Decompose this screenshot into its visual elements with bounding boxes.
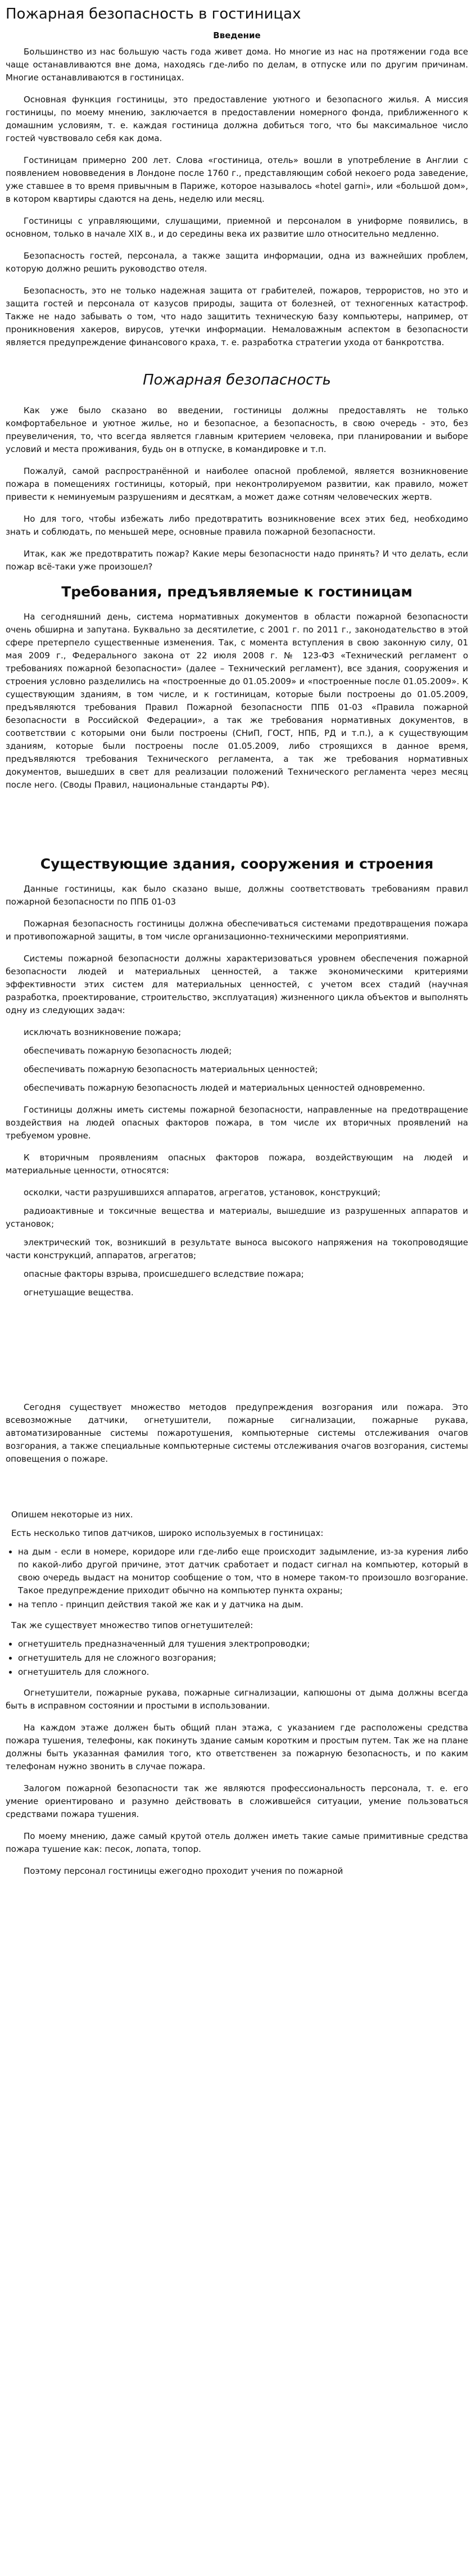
secondary-item: опасные факторы взрыва, происшедшего вследствие пожара; [24,1269,304,1279]
blank-space [6,1308,468,1401]
sensors-lead: Есть несколько типов датчиков, широко используемых в гостиницах: [11,1528,324,1538]
extinguishers-lead: Так же существует множество типов огнетушителей: [11,1620,253,1630]
paragraph: Залогом пожарной безопасности так же являются профессиональность персонала, т. е. его умение ориентировано и разумно действовать в сложившейся ситуации, умение пользоваться средствами пожара тушения. [6,1783,468,1819]
list-item: • на тепло - принцип действия такой же как и у датчика на дым. [18,1598,468,1611]
paragraph: Основная функция гостиницы, это предоставление уютного и безопасного жилья. А миссия гостиницы, по моему мнению, заключается в предоставлении номерного фонда, приближенного к домашним условиям, т. е. каждая гостиница должна добиться того, что бы максимальное число гостей чувствовало себя как дома. [6,94,468,143]
task-item: исключать возникновение пожара; [24,1027,182,1037]
section-heading-requirements: Требования, предъявляемые к гостиницам [61,584,412,600]
paragraph: Огнетушители, пожарные рукава, пожарные сигнализации, капюшоны от дыма должны всегда быть в исправном состоянии и простыми в использовании. [6,1688,468,1711]
sensors-intro: Опишем некоторые из них. [11,1510,133,1520]
paragraph: Гостиницам примерно 200 лет. Слова «гостиница, отель» вошли в употребление в Англии с появлением нововведения в Лондоне после 1760 г., представляющим собой некоего рода заведение, уже ставшее в то время привычным в Париже, которое называлось «hotel garni», или «большой дом», в котором квартиры сдаются на день, неделю или месяц. [6,155,468,204]
paragraph: Сегодня существует множество методов предупреждения возгорания или пожара. Это всевозможные датчики, огнетушители, пожарные сигнализации, пожарные рукава, автоматизированные системы пожаротушения, компьютерные системы отслеживания очагов возгорания, а также специальные компьютерные системы отслеживания очагов возгорания, системы оповещения о пожаре. [6,1402,468,1464]
task-item: обеспечивать пожарную безопасность людей и материальных ценностей одновременно. [24,1083,425,1093]
secondary-item: осколки, части разрушившихся аппаратов, агрегатов, установок, конструкций; [24,1187,381,1197]
section-heading-existing-buildings: Существующие здания, сооружения и строения [40,856,434,872]
page-title: Пожарная безопасность в гостиницах [6,6,301,22]
paragraph: Но для того, чтобы избежать либо предотвратить возникновение всех этих бед, необходимо знать и соблюдать, по меньшей мере, основные правила пожарной безопасности. [6,514,468,537]
blank-space [6,1475,468,1508]
paragraph: К вторичным проявлениям опасных факторов пожара, воздействующим на людей и материальные ценности, относятся: [6,1153,468,1176]
paragraph: По моему мнению, даже самый крутой отель должен иметь такие самые примитивные средства пожара тушение как: песок, лопата, топор. [6,1831,468,1854]
paragraph: Данные гостиницы, как было сказано выше, должны соответствовать требованиям правил пожарной безопасности по ППБ 01-03 [6,884,468,907]
list-item: • огнетушитель предназначенный для тушения электропроводки; [18,1638,468,1651]
paragraph: Как уже было сказано во введении, гостиницы должны предоставлять не только комфортабельное и уютное жилье, но и безопасное, а безопасность, в свою очередь - это, без преувеличения, то, что всегда является главным критерием человека, при планировании и выборе условий и места проживания, будь он в отпуске, в командировке и т.п. [6,405,468,454]
paragraph: Поэтому персонал гостиницы ежегодно проходит учения по пожарной [24,1866,343,1876]
paragraph: Пожалуй, самой распространённой и наиболее опасной проблемой, является возникновение пожара в помещениях гостиницы, который, при неконтролируемом развитии, как правило, может привести к неминуемым разрушениям и десяткам, а может даже сотням человеческих жертв. [6,466,468,502]
task-item: обеспечивать пожарную безопасность материальных ценностей; [24,1064,318,1074]
blank-space [6,801,468,846]
paragraph: Пожарная безопасность гостиницы должна обеспечиваться системами предотвращения пожара и противопожарной защиты, в том числе организационно-техническими мероприятиями. [6,919,468,942]
paragraph: На каждом этаже должен быть общий план этажа, с указанием где расположены средства пожара тушения, телефоны, как покинуть здание самым коротким и простым путем. Так же на плане должны быть указанная фамилия того, кто ответственен за пожарную безопасность, и по каким телефонам нужно звонить в случае пожара. [6,1723,468,1771]
paragraph: Гостиницы с управляющими, слушащими, приемной и персоналом в униформе появились, в основном, только в начале XIX в., и до середины века их развитие шло относительно медленно. [6,216,468,239]
paragraph: На сегодняшний день, система нормативных документов в области пожарной безопасности очень обширна и запутана. Буквально за десятилетие, с 2001 г. по 2011 г., законодательство в этой сфере претерпело существенные изменения. Так, с момента вступления в свою законную силу, 01 мая 2009 г., Федерального закона от 22 июля 2008 г. № 123-ФЗ «Технический регламент о требованиях пожарной безопасности» (далее – Технический регламент), все здания, сооружения и строения условно разделились на «построенные до 01.05.2009» и «построенные после 01.05.2009». К существующим зданиям, в том числе, и к гостиницам, которые были построены до 01.05.2009, предъявляются требования Правил Пожарной безопасности ППБ 01-03 «Правила пожарной безопасности в Российской Федерации», а так же требования нормативных документов, в соответствии с которыми они были построены (СНиП, ГОСТ, НПБ, РД и т.п.), а к существующим зданиям, которые были построены после 01.05.2009, либо строящихся в данное время, предъявляются требования Технического регламента, а так же требования нормативных документов, вышедших в свет для реализации положений Технического регламента через месяц после него. (Своды Правил, национальные стандарты РФ). [6,612,468,790]
paragraph: Гостиницы должны иметь системы пожарной безопасности, направленные на предотвращение воздействия на людей опасных факторов пожара, в том числе их вторичных проявлений на требуемом уровне. [6,1105,468,1141]
paragraph: Системы пожарной безопасности должны характеризоваться уровнем обеспечения пожарной безопасности людей и материальных ценностей, а также экономическими критериями эффективности этих систем для материальных ценностей, с учетом всех стадий (научная разработка, проектирование, строительство, эксплуатация) жизненного цикла объектов и выполнять одну из следующих задач: [6,953,468,1015]
secondary-item: огнетушащие вещества. [24,1287,134,1298]
secondary-item: электрический ток, возникший в результате выноса высокого напряжения на токопроводящие части конструкций, аппаратов, агрегатов; [6,1237,468,1260]
list-item: • огнетушитель для сложного. [18,1666,468,1679]
extinguisher-list [6,1638,468,1679]
section-heading-fire-safety: Пожарная безопасность [143,372,331,388]
secondary-item: радиоактивные и токсичные вещества и материалы, вышедшие из разрушенных аппаратов и установок; [6,1206,468,1229]
paragraph: Безопасность гостей, персонала, а также защита информации, одна из важнейших проблем, которую должно решить руководство отеля. [6,251,468,274]
paragraph: Безопасность, это не только надежная защита от грабителей, пожаров, террористов, но это и защита гостей и персонала от казусов природы, защита от болезней, от техногенных катастроф. Также не надо забывать о том, что надо защитить техническую базу компьютеры, например, от проникновения хакеров, вирусов, утечки информации. Немаловажным аспектом в безопасности является предупреждение финансового краха, т. е. разработка стратегии ухода от банкротства. [6,286,468,347]
task-item: обеспечивать пожарную безопасность людей; [24,1046,232,1056]
sensor-list [6,1545,468,1611]
paragraph: Итак, как же предотвратить пожар? Какие меры безопасности надо принять? И что делать, если пожар всё-таки уже произошел? [6,549,468,572]
intro-heading: Введение [213,30,261,40]
list-item: • на дым - если в номере, коридоре или где-либо еще происходит задымление, из-за курения либо по какой-либо другой причине, этот датчик сработает и подаст сигнал на компьютер, который в свою очередь выдаст на монитор сообщение о том, что в номере таком-то произошло возгорание. Такое предупреждение приходит обычно на компьютер пункта охраны; [18,1545,468,1597]
list-item: • огнетушитель для не сложного возгорания; [18,1652,468,1665]
paragraph: Большинство из нас большую часть года живет дома. Но многие из нас на протяжении года все чаще останавливаются вне дома, находясь где-либо по делам, в отпуске или по другим причинам. Многие останавливаются в гостиницах. [6,47,468,83]
